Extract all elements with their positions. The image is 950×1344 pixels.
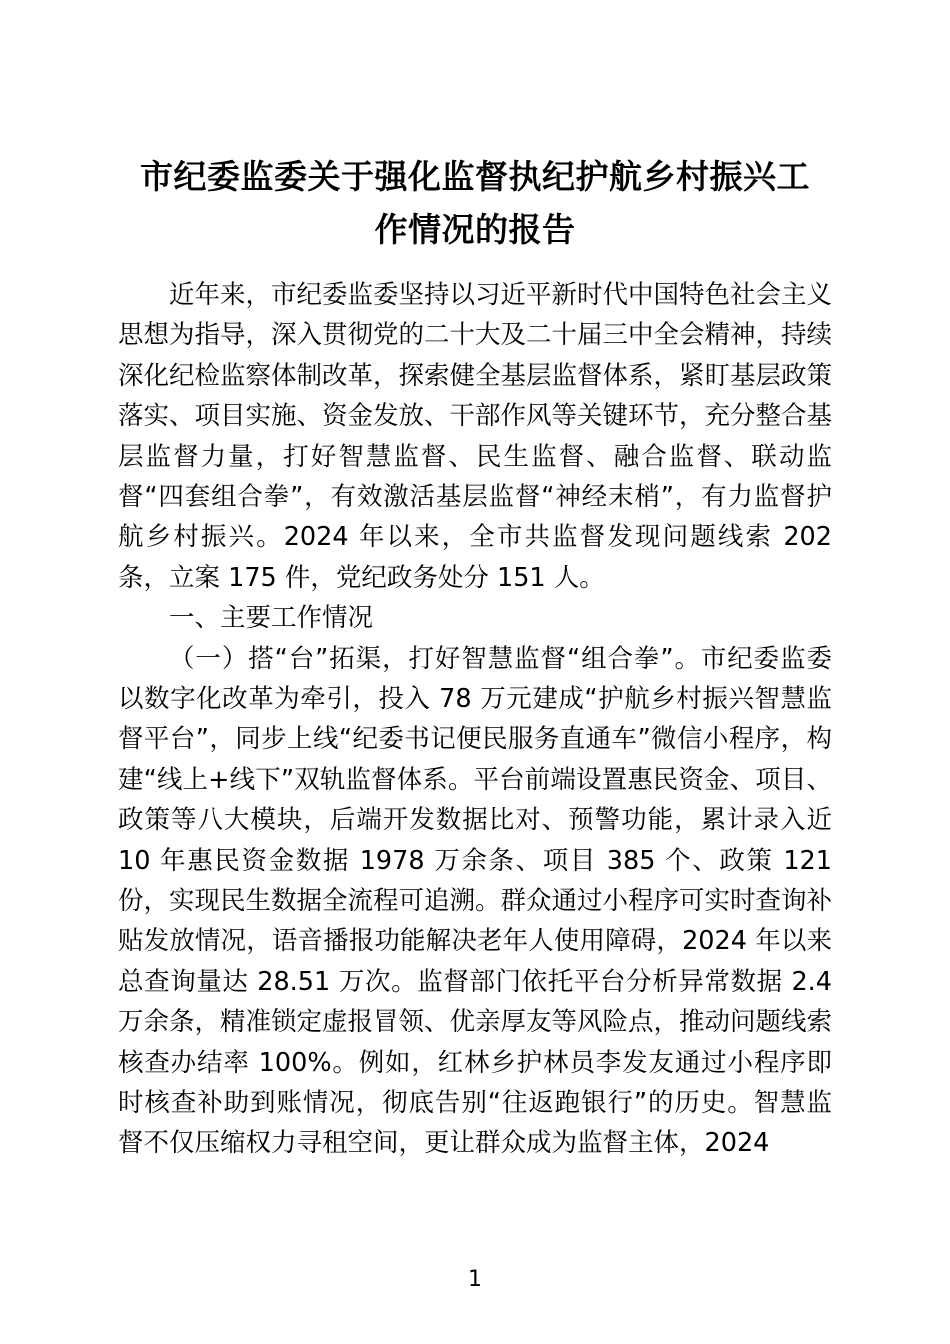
paragraph-subsection-one: （一）搭“台”拓渠，打好智慧监督“组合拳”。市纪委监委以数字化改革为牵引，投入 78 万元建成“护航乡村振兴智慧监督平台”，同步上线“纪委书记便民服务直通车”微信小程序，构建“线上+线下”双轨监督体系。平台前端设置惠民资金、项目、政策等八大模块，后端开发数据比对、预警功能，累计录入近 10 年惠民资金数据 1978 万余条、项目 385 个、政策 121 份，实现民生数据全流程可追溯。群众通过小程序可实时查询补贴发放情况，语音播报功能解决老年人使用障碍，2024 年以来总查询量达 28.51 万次。监督部门依托平台分析异常数据 2.4 万余条，精准锁定虚报冒领、优亲厚友等风险点，推动问题线索核查办结率 100%。例如，红林乡护林员李发友通过小程序即时核查补助到账情况，彻底告别“往返跑银行”的历史。智慧监督不仅压缩权力寻租空间，更让群众成为监督主体，2024 (118, 643, 833, 1159)
page-number: 1 (468, 1267, 482, 1292)
paragraph-overview: 近年来，市纪委监委坚持以习近平新时代中国特色社会主义思想为指导，深入贯彻党的二十大及二十届三中全会精神，持续深化纪检监察体制改革，探索健全基层监督体系，紧盯基层政策落实、项目实施、资金发放、干部作风等关键环节，充分整合基层监督力量，打好智慧监督、民生监督、融合监督、联动监督“四套组合拳”，有效激活基层监督“神经末梢”，有力监督护航乡村振兴。2024 年以来，全市共监督发现问题线索 202 条，立案 175 件，党纪政务处分 151 人。 (118, 279, 833, 593)
section-heading-one: 一、主要工作情况 (169, 603, 374, 634)
page-title: 市纪委监委关于强化监督执纪护航乡村振兴工作情况的报告 (140, 157, 810, 250)
